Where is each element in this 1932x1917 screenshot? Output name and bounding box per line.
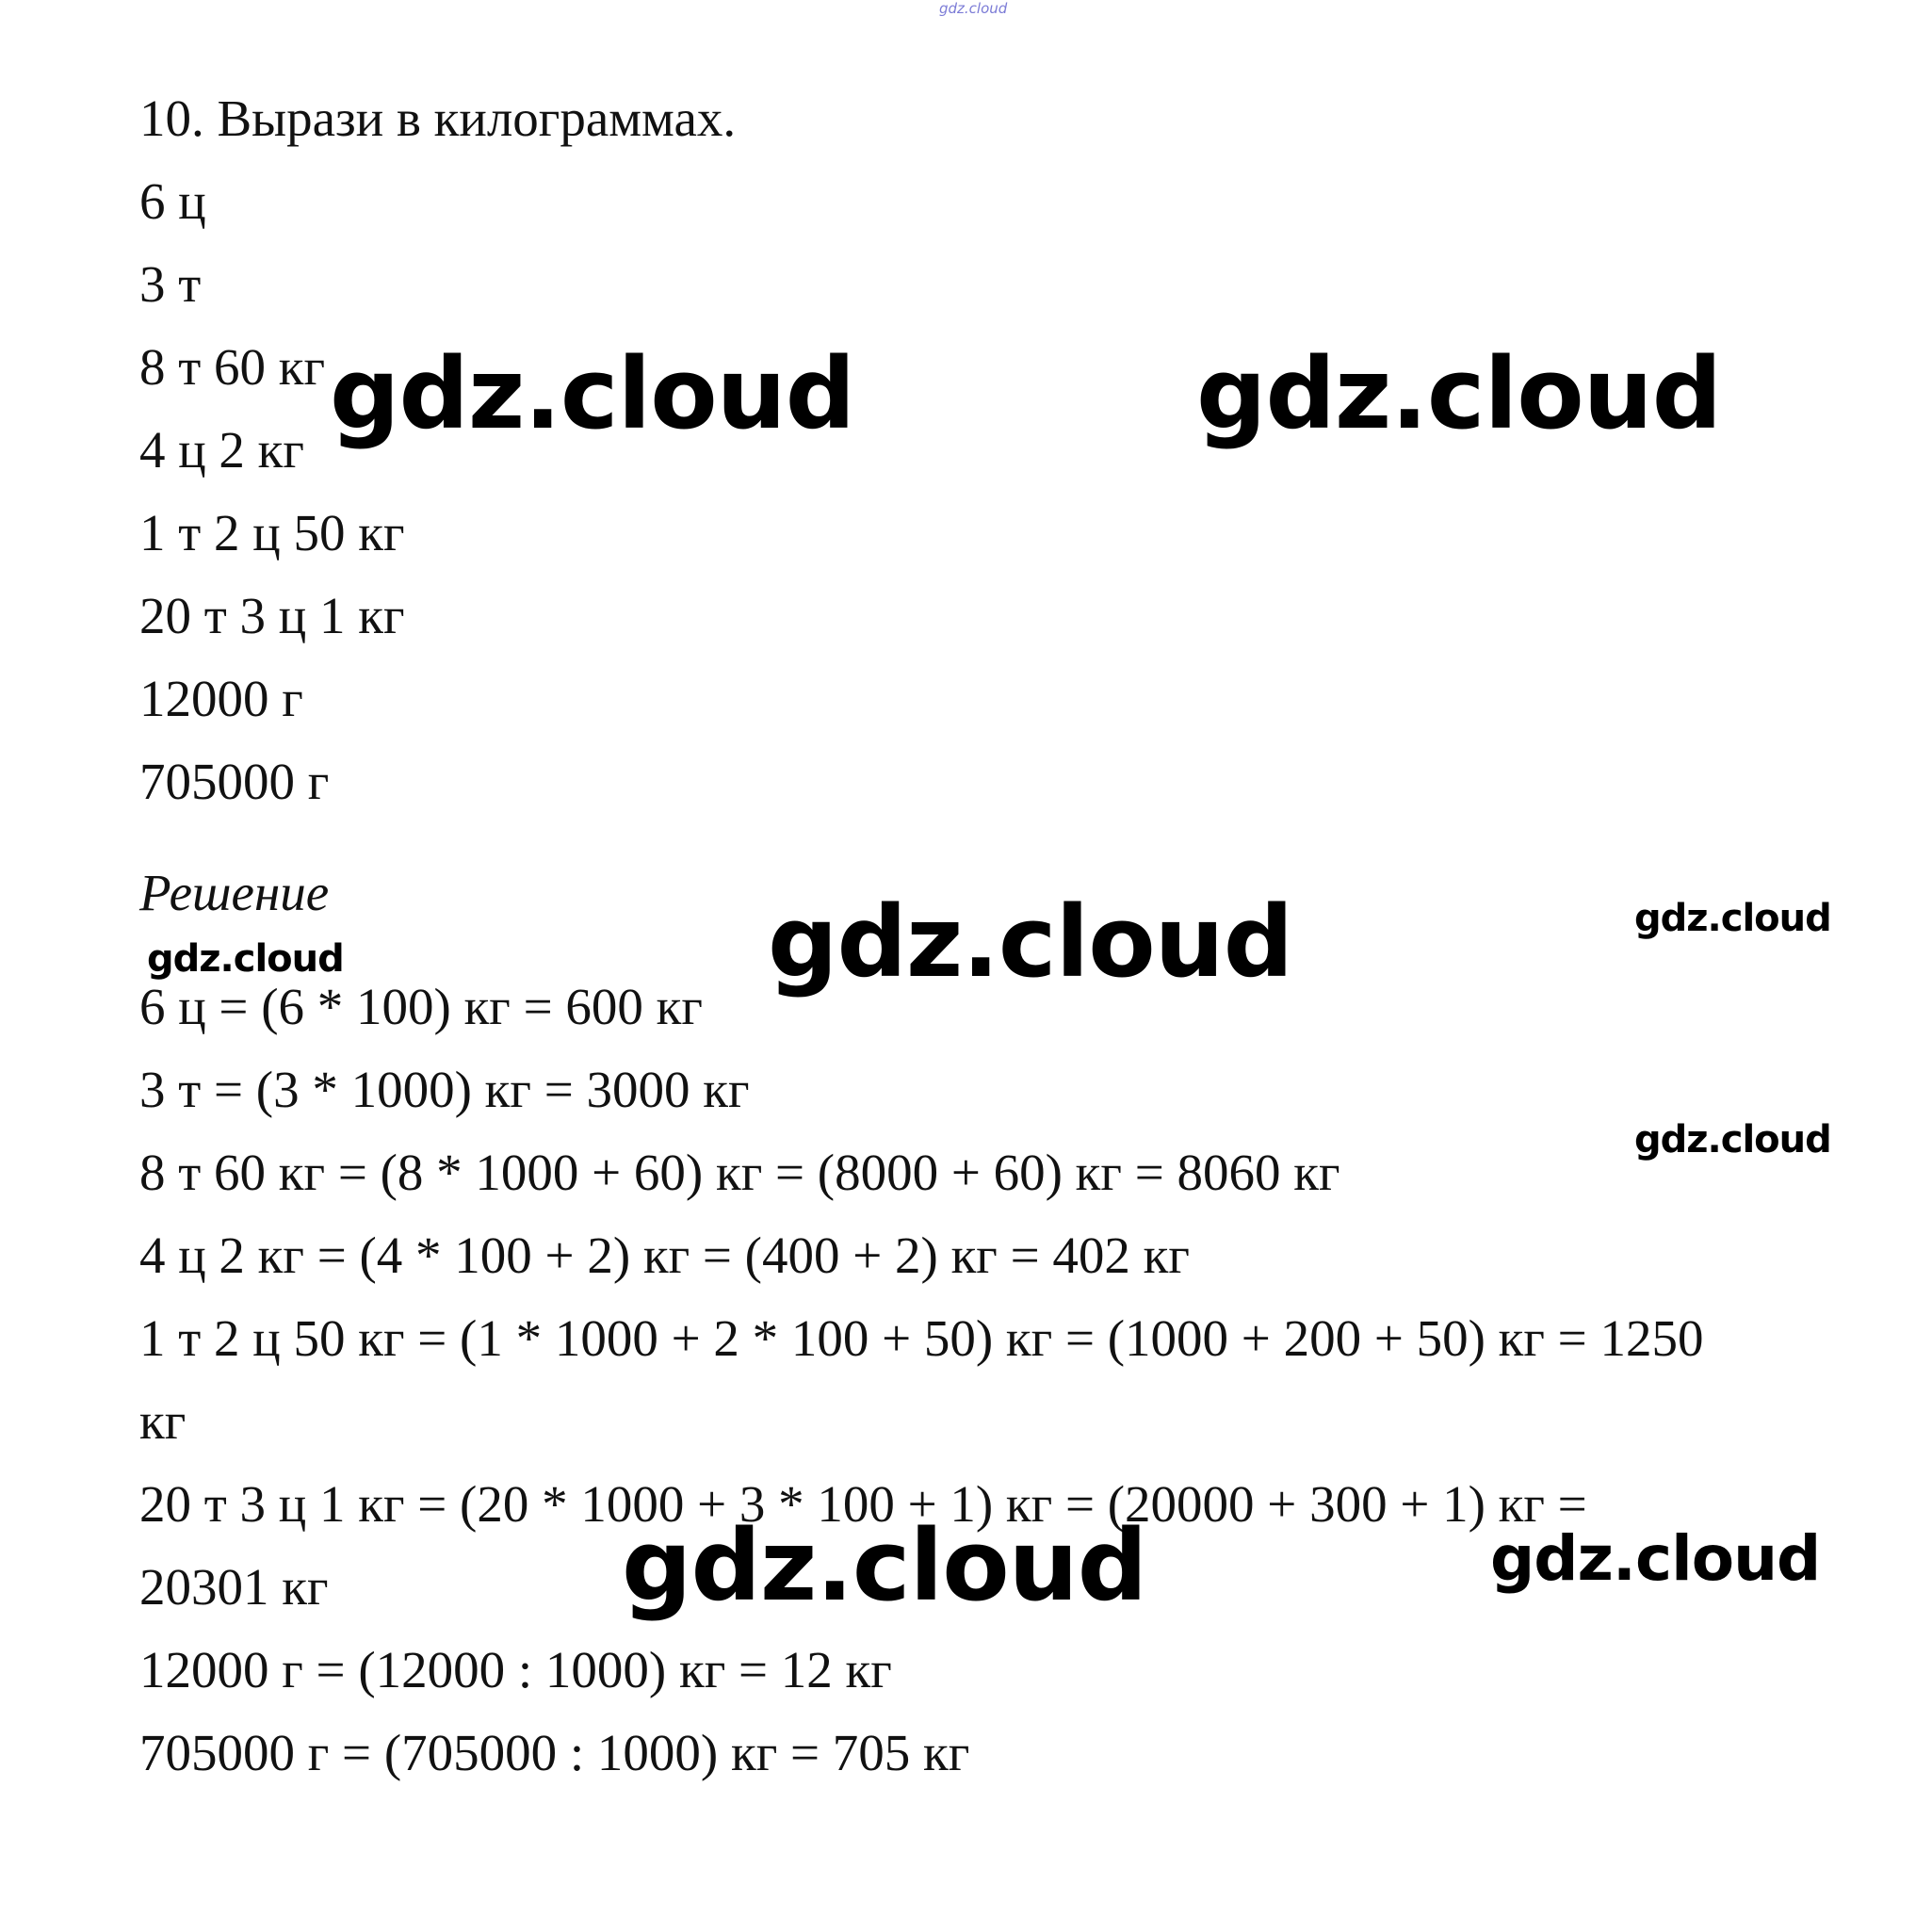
task-item: 3 т xyxy=(139,255,202,313)
solution-line: 6 ц = (6 * 100) кг = 600 кг xyxy=(139,978,703,1035)
solution-line: 12000 г = (12000 : 1000) кг = 12 кг xyxy=(139,1641,892,1698)
task-item: 12000 г xyxy=(139,670,303,727)
solution-line: 705000 г = (705000 : 1000) кг = 705 кг xyxy=(139,1724,970,1781)
solution-line: 8 т 60 кг = (8 * 1000 + 60) кг = (8000 + 60) кг = 8060 кг xyxy=(139,1144,1340,1201)
watermark: gdz.cloud xyxy=(1634,1118,1831,1162)
task-item: 6 ц xyxy=(139,172,206,230)
watermark-top: gdz.cloud xyxy=(939,0,1008,17)
task-item: 1 т 2 ц 50 кг xyxy=(139,504,405,561)
watermark: gdz.cloud xyxy=(768,885,1293,999)
solution-line: 20301 кг xyxy=(139,1558,329,1616)
watermark: gdz.cloud xyxy=(622,1508,1147,1623)
solution-line: 4 ц 2 кг = (4 * 100 + 2) кг = (400 + 2) кг = 402 кг xyxy=(139,1227,1190,1284)
task-item: 705000 г xyxy=(139,753,330,810)
solution-line: 3 т = (3 * 1000) кг = 3000 кг xyxy=(139,1061,750,1118)
watermark: gdz.cloud xyxy=(147,937,344,981)
solution-line: 1 т 2 ц 50 кг = (1 * 1000 + 2 * 100 + 50) кг = (1000 + 200 + 50) кг = 1250 xyxy=(139,1309,1704,1367)
solution-line: кг xyxy=(139,1392,187,1450)
watermark: gdz.cloud xyxy=(1634,897,1831,940)
watermark: gdz.cloud xyxy=(1490,1522,1821,1595)
solution-heading: Решение xyxy=(139,864,330,921)
task-item: 4 ц 2 кг xyxy=(139,421,304,479)
watermark: gdz.cloud xyxy=(330,336,855,451)
watermark: gdz.cloud xyxy=(1196,336,1722,451)
task-title: 10. Вырази в килограммах. xyxy=(139,89,737,147)
task-item: 20 т 3 ц 1 кг xyxy=(139,587,405,644)
task-item: 8 т 60 кг xyxy=(139,338,326,396)
solution-line: 20 т 3 ц 1 кг = (20 * 1000 + 3 * 100 + 1) кг = (20000 + 300 + 1) кг = xyxy=(139,1475,1587,1533)
